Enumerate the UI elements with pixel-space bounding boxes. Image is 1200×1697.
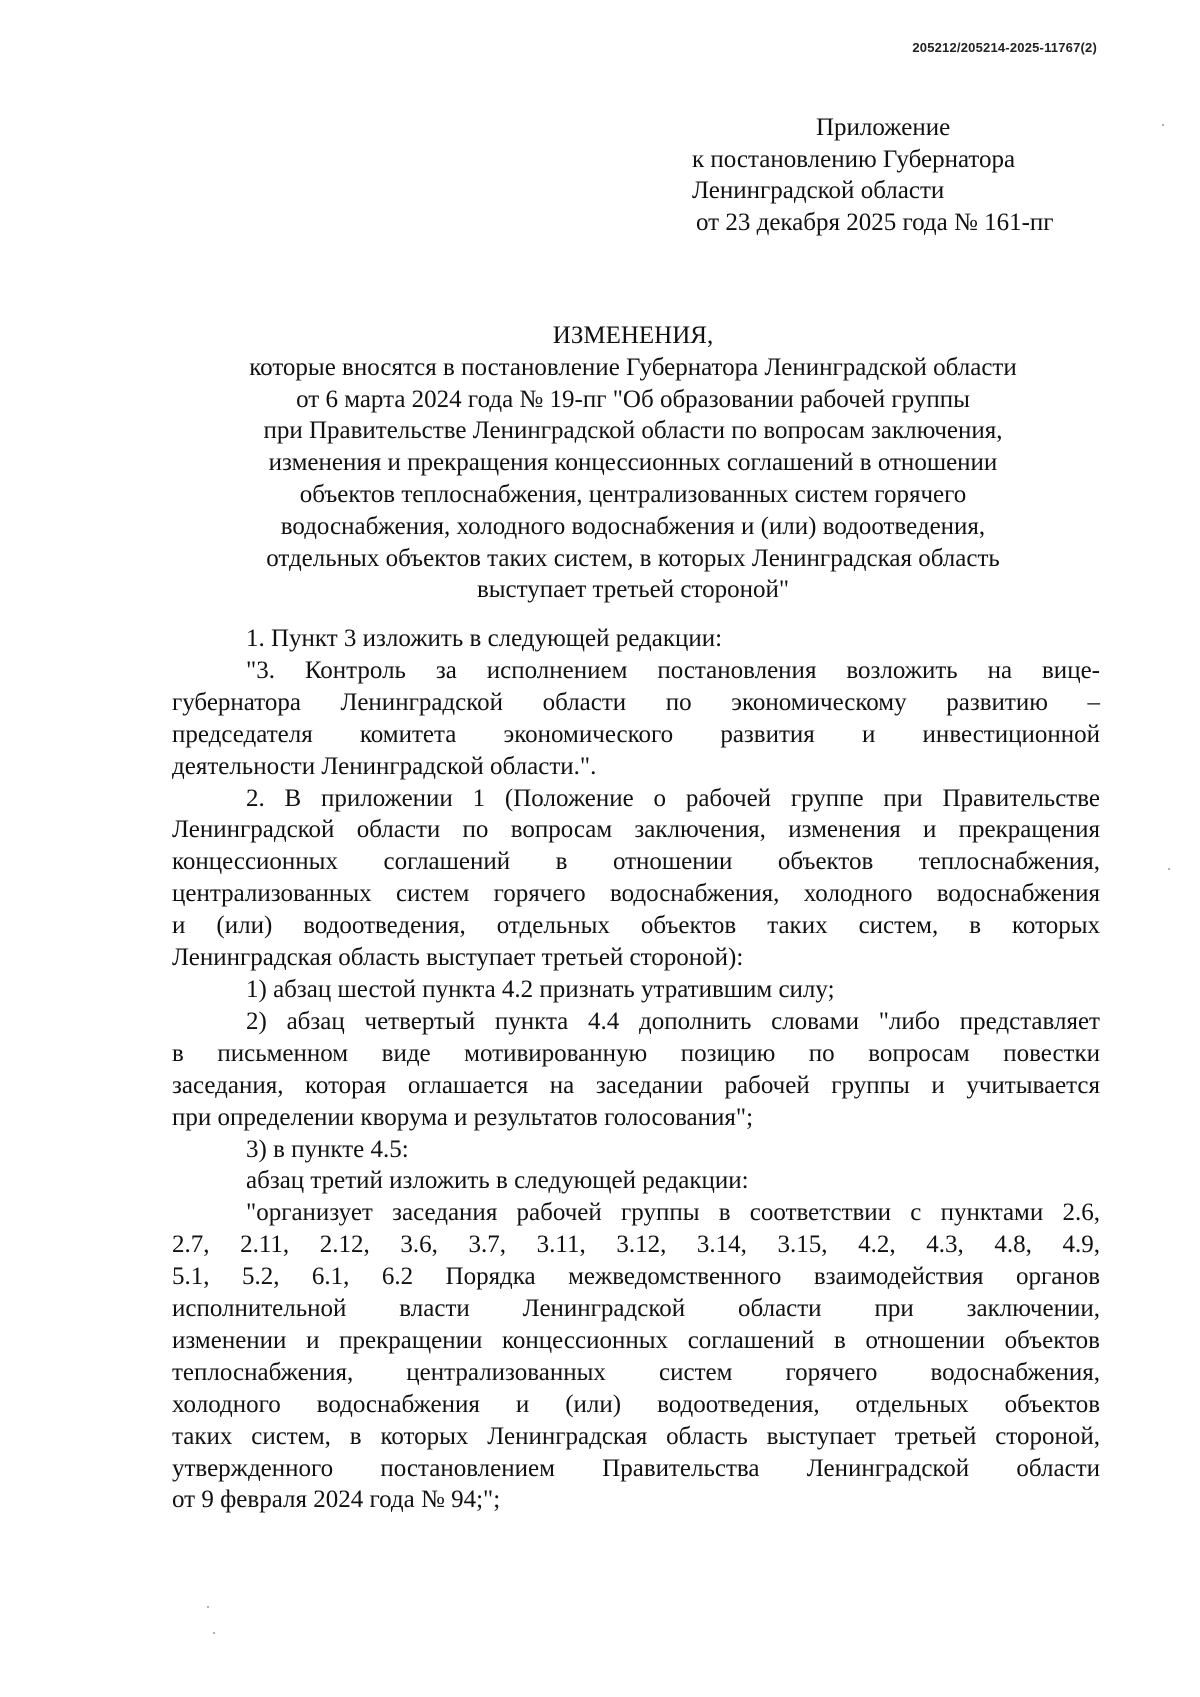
appendix-line-date: от 23 декабря 2025 года № 161-пг	[696, 208, 1054, 236]
paragraph-item-1-text	[172, 655, 1100, 783]
document-id: 205212/205214-2025-11767(2)	[912, 40, 1097, 55]
paragraph-line: 2) абзац четвертый пункта 4.4 дополнить словами "либо представляет	[246, 1007, 1100, 1035]
title-line: объектов теплоснабжения, централизованных систем горячего	[299, 480, 967, 508]
title-heading: ИЗМЕНЕНИЯ,	[552, 322, 714, 349]
paragraph-line: "3. Контроль за исполнением постановления возложить на вице-	[246, 656, 1100, 684]
scan-speck	[213, 1632, 215, 1634]
paragraph-line: Ленинградской области по вопросам заключения, изменения и прекращения	[172, 816, 1100, 844]
appendix-block	[692, 112, 1054, 238]
paragraph-line: губернатора Ленинградской области по экономическому развитию –	[172, 688, 1100, 716]
subitem-3-intro	[172, 1165, 1100, 1197]
paragraph-text: 1. Пункт 3 изложить в следующей редакции:	[246, 625, 723, 652]
paragraph-text: 3) в пункте 4.5:	[246, 1135, 409, 1163]
paragraph-line: и (или) водоотведения, отдельных объектов таких систем, в которых	[172, 912, 1100, 940]
paragraph-line: утвержденного постановлением Правительства Ленинградской области	[172, 1454, 1100, 1482]
paragraph-line: заседания, которая оглашается на заседании рабочей группы и учитывается	[172, 1071, 1100, 1099]
appendix-line-region: Ленинградской области	[692, 177, 945, 204]
appendix-line-resolution: к постановлению Губернатора	[692, 145, 1016, 173]
paragraph-item-1	[172, 623, 1100, 655]
paragraph-line: теплоснабжения, централизованных систем горячего водоснабжения,	[172, 1358, 1100, 1386]
title-line: которые вносятся в постановление Губернатора Ленинградской области	[249, 353, 1017, 381]
title-line: от 6 марта 2024 года № 19-пг "Об образовании рабочей группы	[296, 385, 970, 413]
paragraph-line: 2. В приложении 1 (Положение о рабочей группе при Правительстве	[246, 784, 1100, 812]
title-line: изменения и прекращения концессионных соглашений в отношении	[268, 449, 998, 477]
document-body	[172, 623, 1100, 1516]
paragraph-text: абзац третий изложить в следующей редакции:	[246, 1167, 749, 1195]
paragraph-line: 2.7, 2.11, 2.12, 3.6, 3.7, 3.11, 3.12, 3.14, 3.15, 4.2, 4.3, 4.8, 4.9,	[172, 1231, 1100, 1259]
paragraph-line: от 9 февраля 2024 года № 94;";	[172, 1486, 501, 1514]
subitem-2	[172, 1006, 1100, 1134]
paragraph-line: таких систем, в которых Ленинградская область выступает третьей стороной,	[172, 1422, 1100, 1450]
paragraph-line: изменении и прекращении концессионных соглашений в отношении объектов	[172, 1326, 1100, 1354]
paragraph-line: председателя комитета экономического развития и инвестиционной	[172, 720, 1100, 748]
subitem-3	[172, 1134, 1100, 1166]
paragraph-line: при определении кворума и результатов голосования";	[172, 1103, 754, 1131]
scan-speck	[1162, 124, 1164, 126]
subitem-1	[172, 974, 1100, 1006]
paragraph-line: Ленинградская область выступает третьей стороной):	[172, 944, 744, 972]
scan-speck	[207, 1606, 209, 1608]
paragraph-line: деятельности Ленинградской области.".	[172, 752, 597, 780]
paragraph-line: централизованных систем горячего водоснабжения, холодного водоснабжения	[172, 880, 1100, 908]
paragraph-line: холодного водоснабжения и (или) водоотведения, отдельных объектов	[172, 1390, 1100, 1418]
title-line: выступает третьей стороной"	[476, 576, 790, 604]
paragraph-text: 1) абзац шестой пункта 4.2 признать утратившим силу;	[246, 975, 835, 1003]
title-line: при Правительстве Ленинградской области по вопросам заключения,	[263, 417, 1003, 445]
paragraph-item-2	[172, 783, 1100, 974]
title-line: отдельных объектов таких систем, в которых Ленинградская область	[266, 544, 1000, 572]
changes-title	[150, 320, 1116, 606]
paragraph-line: 5.1, 5.2, 6.1, 6.2 Порядка межведомственного взаимодействия органов	[172, 1263, 1100, 1291]
paragraph-line: исполнительной власти Ленинградской области при заключении,	[172, 1295, 1100, 1323]
paragraph-line: концессионных соглашений в отношении объектов теплоснабжения,	[172, 848, 1100, 876]
paragraph-line: "организует заседания рабочей группы в соответствии с пунктами 2.6,	[246, 1199, 1100, 1227]
subitem-3-quote	[172, 1197, 1100, 1516]
paragraph-line: в письменном виде мотивированную позицию по вопросам повестки	[172, 1039, 1100, 1067]
title-line: водоснабжения, холодного водоснабжения и (или) водоотведения,	[280, 512, 986, 540]
scan-speck	[1168, 868, 1170, 870]
appendix-title: Приложение	[816, 114, 951, 141]
